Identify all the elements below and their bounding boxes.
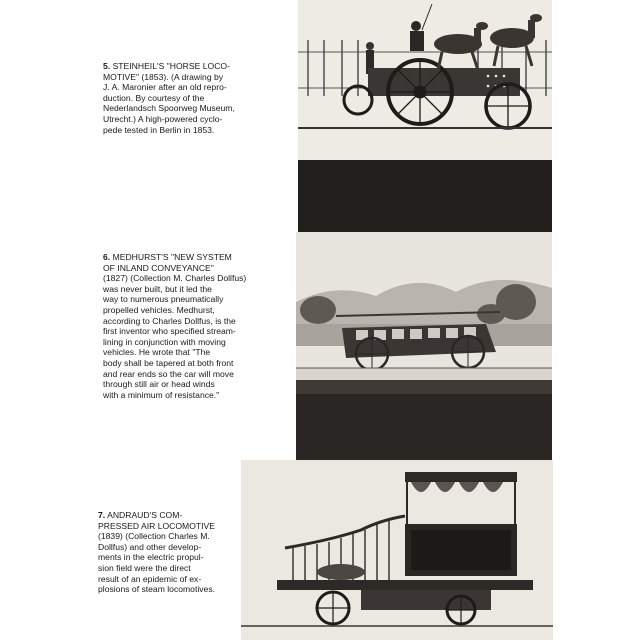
caption-line: PRESSED AIR LOCOMOTIVE: [98, 520, 215, 531]
caption-line: with a minimum of resistance.": [103, 389, 220, 400]
caption-5: [103, 61, 253, 135]
caption-number: 6.: [103, 252, 111, 262]
caption-line: MOTIVE" (1853). (A drawing by: [103, 71, 224, 82]
caption-line: way to numerous pneumatically: [103, 294, 224, 305]
caption-line: first inventor who specified stream-: [103, 326, 236, 337]
medhurst-illustration: [296, 232, 552, 460]
caption-line: was never built, but it led the: [103, 283, 212, 294]
caption-line: ments in the electric propul-: [98, 552, 204, 563]
plate-medhurst-conveyance: [296, 232, 552, 460]
caption-line: pede tested in Berlin in 1853.: [103, 124, 215, 135]
horse-locomotive-illustration: [298, 0, 552, 232]
caption-line: body shall be tapered at both front: [103, 357, 234, 368]
caption-line: (1839) (Collection Charles M.: [98, 531, 210, 542]
andraud-illustration: [241, 460, 553, 640]
caption-line: Nederlandsch Spoorweg Museum,: [103, 103, 235, 114]
caption-line: and rear ends so the car will move: [103, 368, 234, 379]
caption-number: 5.: [103, 61, 111, 71]
caption-line: plosions of steam locomotives.: [98, 584, 216, 595]
caption-line: Utrecht.) A high-powered cyclo-: [103, 113, 223, 124]
caption-line: lining in conjunction with moving: [103, 336, 226, 347]
caption-line: result of an epidemic of ex-: [98, 573, 202, 584]
caption-line: duction. By courtesy of the: [103, 92, 205, 103]
plate-horse-locomotive: [298, 0, 552, 232]
caption-line: sion field were the direct: [98, 562, 191, 573]
caption-line: MEDHURST'S "NEW SYSTEM: [112, 252, 232, 262]
caption-line: STEINHEIL'S "HORSE LOCO-: [112, 61, 230, 71]
caption-line: Dollfus) and other develop-: [98, 541, 202, 552]
plate-andraud-locomotive: [241, 460, 553, 640]
caption-line: through still air or head winds: [103, 379, 215, 390]
caption-line: (1827) (Collection M. Charles Dollfus): [103, 273, 247, 284]
caption-line: J. A. Maronier after an old repro-: [103, 82, 227, 93]
caption-line: ANDRAUD'S COM-: [107, 510, 183, 520]
caption-number: 7.: [98, 510, 106, 520]
caption-line: vehicles. He wrote that "The: [103, 347, 211, 358]
caption-line: according to Charles Dollfus, is the: [103, 315, 236, 326]
caption-7: [98, 510, 240, 595]
caption-line: propelled vehicles. Medhurst,: [103, 304, 215, 315]
caption-line: OF INLAND CONVEYANCE": [103, 262, 214, 273]
caption-6: [103, 252, 261, 400]
